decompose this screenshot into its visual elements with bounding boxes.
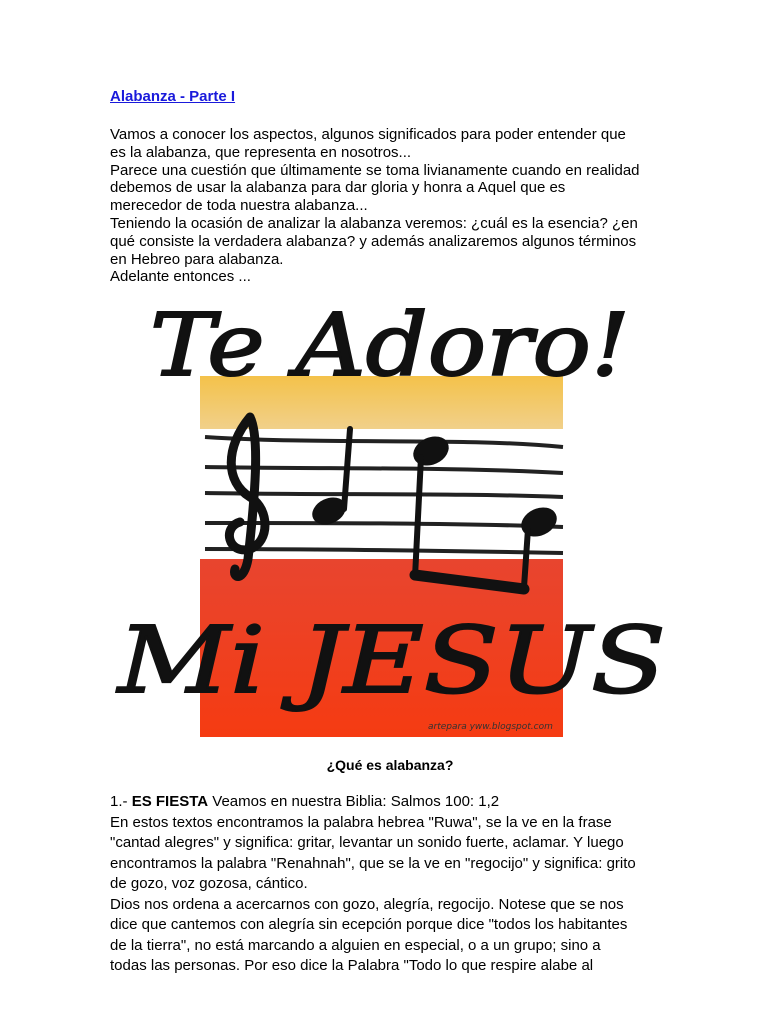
intro-line: en Hebreo para alabanza. [110, 250, 284, 268]
image-bottom-text: Mi JESUS [115, 607, 666, 715]
body-text [110, 792, 670, 977]
body-line: "cantad alegres" y significa: gritar, levantar un sonido fuerte, aclamar. Y luego [110, 834, 624, 852]
body-line: encontramos la palabra "Renahnah", que se la ve en "regocijo" y significa: grito [110, 854, 636, 872]
intro-line: es la alabanza, que representa en nosotros... [110, 143, 412, 161]
intro-line: merecedor de toda nuestra alabanza... [110, 197, 368, 215]
intro-paragraph [110, 126, 670, 286]
image-watermark: artepara yww.blogspot.com [428, 722, 553, 733]
intro-line: Adelante entonces ... [110, 268, 251, 286]
intro-line: Parece una cuestión que últimamente se toma livianamente cuando en realidad [110, 161, 640, 179]
intro-line: Vamos a conocer los aspectos, algunos significados para poder entender que [110, 126, 626, 143]
point-1 [110, 792, 670, 813]
intro-line: debemos de usar la alabanza para dar gloria y honra a Aquel que es [110, 179, 566, 197]
title-link[interactable]: Alabanza - Parte I [110, 88, 236, 105]
point-number: 1.- [110, 793, 132, 811]
body-line: de la tierra", no está marcando a alguien en especial, o a un grupo; sino a [110, 936, 601, 954]
te-adoro-image [110, 297, 670, 742]
intro-line: Teniendo la ocasión de analizar la alabanza veremos: ¿cuál es la esencia? ¿en [110, 214, 638, 232]
body-line: todas las personas. Por eso dice la Palabra "Todo lo que respire alabe al [110, 957, 594, 975]
document-page [110, 88, 670, 977]
body-line: de gozo, voz gozosa, cántico. [110, 875, 308, 893]
point-rest: Veamos en nuestra Biblia: Salmos 100: 1,2 [208, 793, 500, 811]
body-line: Dios nos ordena a acercarnos con gozo, alegría, regocijo. Notese que se nos [110, 895, 624, 913]
body-line: En estos textos encontramos la palabra hebrea "Ruwa", se la ve en la frase [110, 813, 612, 831]
point-label: ES FIESTA [131, 793, 209, 811]
body-line: dice que cantemos con alegría sin ecepción porque dice "todos los habitantes [110, 916, 628, 934]
section-heading: ¿Qué es alabanza? [326, 757, 454, 774]
image-top-text: Te Adoro! [150, 297, 630, 397]
intro-line: qué consiste la verdadera alabanza? y además analizaremos algunos términos [110, 232, 637, 250]
